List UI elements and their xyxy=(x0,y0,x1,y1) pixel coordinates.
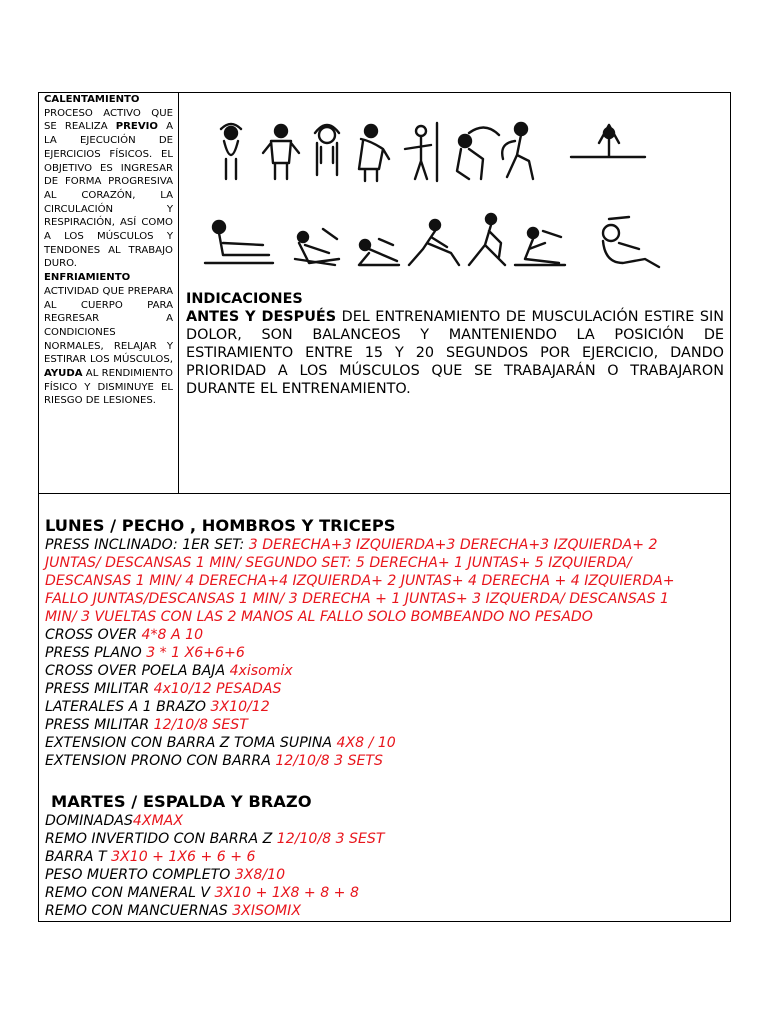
exercise-line xyxy=(45,680,725,698)
exercise-scheme: 3X10/12 xyxy=(210,699,270,715)
stretch-figure-14 xyxy=(515,228,565,265)
exercise-line xyxy=(45,734,725,752)
exercise-name: PRESS PLANO xyxy=(45,645,147,661)
indications-block xyxy=(186,290,724,398)
stretch-figure-4 xyxy=(359,125,389,181)
exercise-name: PRESS INCLINADO: 1ER SET: xyxy=(45,537,249,553)
exercise-line xyxy=(45,830,725,848)
warmup-title: CALENTAMIENTO xyxy=(44,94,140,105)
day-block-tuesday xyxy=(45,791,725,920)
exercise-name: REMO INVERTIDO CON BARRA Z xyxy=(45,831,277,847)
exercise-name: EXTENSION CON BARRA Z TOMA SUPINA xyxy=(45,735,337,751)
exercise-name: BARRA T xyxy=(45,849,112,865)
warmup-text-cont: A LA EJECUCIÓN DE EJERCICIOS FÍSICOS. EL OBJETIVO ES INGRESAR DE FORMA PROGRESIVA AL CORAZÓN, LA CIRCULACIÓN Y RESPIRACIÓN, ASÍ COMO A LOS MÚSCULOS Y TENDONES AL TRABAJO DURO. xyxy=(44,121,173,270)
exercise-line xyxy=(45,902,725,920)
exercise-scheme: 12/10/8 3 SETS xyxy=(275,753,383,769)
exercise-line xyxy=(45,572,725,590)
routine-sheet xyxy=(38,92,731,922)
stretch-figure-6 xyxy=(457,127,499,179)
exercise-line xyxy=(45,590,725,608)
warmup-cooldown-column xyxy=(39,93,179,493)
exercise-line xyxy=(45,536,725,554)
exercise-list-monday xyxy=(45,536,725,770)
indications-text: DEL ENTRENAMIENTO DE MUSCULACIÓN ESTIRE SIN DOLOR, SON BALANCEOS Y MANTENIENDO LA POSICIÓN DE ESTIRAMIENTO ENTRE 15 Y 20 SEGUNDOS POR EJERCICIO, DANDO PRIORIDAD A LOS MÚSCULOS QUE SE TRABAJARÁN O TRABAJARON DURANTE EL ENTRENAMIENTO. xyxy=(186,309,725,397)
indications-bold-lead: ANTES Y DESPUÉS xyxy=(186,309,337,325)
exercise-scheme: 3X8/10 xyxy=(234,867,286,883)
exercise-line xyxy=(45,812,725,830)
stretching-figures-row-2 xyxy=(199,209,669,273)
exercise-name: REMO CON MANERAL V xyxy=(45,885,215,901)
stretch-figure-7 xyxy=(502,123,533,179)
day-title-monday: LUNES / PECHO , HOMBROS Y TRICEPS xyxy=(45,516,396,535)
stretch-figure-9 xyxy=(205,221,273,263)
warmup-section xyxy=(44,93,173,271)
exercise-line xyxy=(45,608,725,626)
exercise-scheme: JUNTAS/ DESCANSAS 1 MIN/ SEGUNDO SET: 5 DERECHA+ 1 JUNTAS+ 5 IZQUIERDA/ xyxy=(45,555,632,571)
exercise-scheme: 3X10 + 1X6 + 6 + 6 xyxy=(111,849,256,865)
exercise-name: LATERALES A 1 BRAZO xyxy=(45,699,211,715)
exercise-line xyxy=(45,662,725,680)
exercise-scheme: 4x10/12 PESADAS xyxy=(153,681,282,697)
exercise-scheme: FALLO JUNTAS/DESCANSAS 1 MIN/ 3 DERECHA + 1 JUNTAS+ 3 IZQUERDA/ DESCANSAS 1 xyxy=(45,591,669,607)
exercise-scheme: 12/10/8 SEST xyxy=(153,717,248,733)
exercise-name: CROSS OVER xyxy=(45,627,142,643)
exercise-scheme: DESCANSAS 1 MIN/ 4 DERECHA+4 IZQUIERDA+ 2 JUNTAS+ 4 DERECHA + 4 IZQUIERDA+ xyxy=(45,573,675,589)
exercise-name: REMO CON MANCUERNAS xyxy=(45,903,233,919)
cooldown-bold: AYUDA xyxy=(44,368,83,380)
stretch-figure-2 xyxy=(263,125,299,179)
stretch-figure-11 xyxy=(359,239,399,265)
exercise-line xyxy=(45,716,725,734)
exercise-name: PESO MUERTO COMPLETO xyxy=(45,867,235,883)
exercise-line xyxy=(45,554,725,572)
day-title-tuesday: MARTES / ESPALDA Y BRAZO xyxy=(51,792,312,811)
exercise-line xyxy=(45,884,725,902)
exercise-line xyxy=(45,752,725,770)
exercise-line xyxy=(45,626,725,644)
stretching-figures-row-1 xyxy=(199,119,669,183)
exercise-line xyxy=(45,848,725,866)
warmup-text: PROCESO ACTIVO QUE SE REALIZA xyxy=(44,107,173,133)
exercise-name: EXTENSION PRONO CON BARRA xyxy=(45,753,276,769)
cooldown-text: ACTIVIDAD QUE PREPARA AL CUERPO PARA REGRESAR A CONDICIONES NORMALES, RELAJAR Y ESTIRAR LOS MÚSCULOS, xyxy=(44,285,173,366)
stretch-figure-10 xyxy=(295,229,339,265)
stretch-figure-1 xyxy=(221,124,241,179)
exercise-name: DOMINADAS xyxy=(45,813,133,829)
stretch-figure-15 xyxy=(603,217,659,267)
stretching-illustration-1 xyxy=(199,119,669,183)
exercise-scheme: 3X10 + 1X8 + 8 + 8 xyxy=(214,885,359,901)
exercise-name: CROSS OVER POELA BAJA xyxy=(45,663,230,679)
exercise-scheme: 3XISOMIX xyxy=(232,903,301,919)
warmup-bold: PREVIO xyxy=(115,121,158,133)
exercise-scheme: 4*8 A 10 xyxy=(141,627,204,643)
stretch-figure-12 xyxy=(409,220,459,265)
day-block-monday xyxy=(45,515,725,770)
cooldown-section xyxy=(44,271,173,408)
exercise-scheme: 3 DERECHA+3 IZQUIERDA+3 DERECHA+3 IZQUIERDA+ 2 xyxy=(248,537,658,553)
stretch-figure-13 xyxy=(469,214,505,265)
exercise-name: PRESS MILITAR xyxy=(45,681,154,697)
exercise-scheme: 3 * 1 X6+6+6 xyxy=(146,645,245,661)
cooldown-title: ENFRIAMIENTO xyxy=(44,272,131,284)
exercise-line xyxy=(45,698,725,716)
exercise-scheme: 4XMAX xyxy=(132,813,183,829)
exercise-scheme: 12/10/8 3 SEST xyxy=(276,831,385,847)
exercise-name: PRESS MILITAR xyxy=(45,717,154,733)
exercise-scheme: 4xisomix xyxy=(229,663,293,679)
exercise-line xyxy=(45,866,725,884)
section-divider xyxy=(39,493,730,494)
cooldown-text-cont: AL RENDIMIENTO FÍSICO Y DISMINUYE EL RIESGO DE LESIONES. xyxy=(44,368,173,407)
stretch-figure-8 xyxy=(571,125,645,157)
exercise-scheme: MIN/ 3 VUELTAS CON LAS 2 MANOS AL FALLO SOLO BOMBEANDO NO PESADO xyxy=(45,609,593,625)
exercise-scheme: 4X8 / 10 xyxy=(336,735,396,751)
stretch-figure-5 xyxy=(405,123,437,181)
stretching-illustration-2 xyxy=(199,209,669,273)
exercise-list-tuesday xyxy=(45,812,725,920)
stretch-figure-3 xyxy=(315,125,339,175)
exercise-line xyxy=(45,644,725,662)
indications-title: INDICACIONES xyxy=(186,291,303,307)
indications-body xyxy=(186,308,724,398)
